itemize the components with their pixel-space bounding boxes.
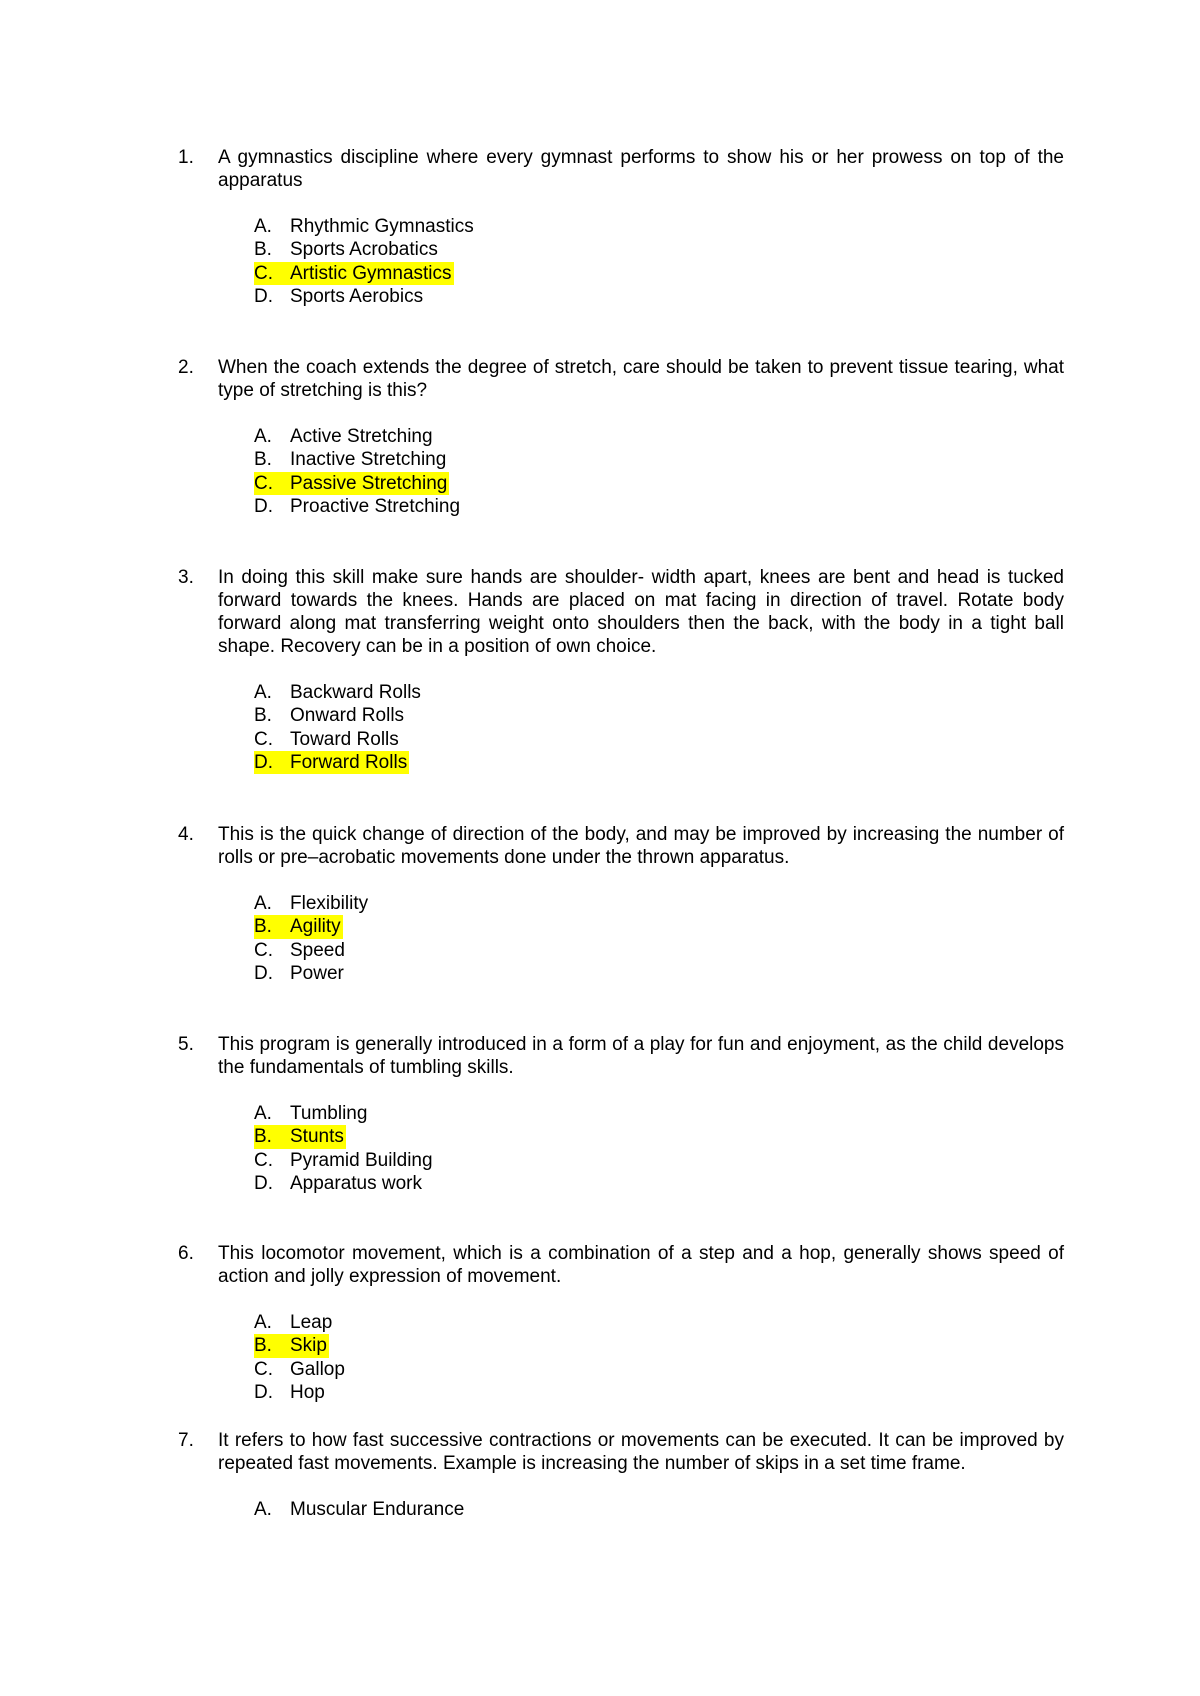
option-letter: C.	[254, 939, 273, 961]
option-text: Sports Acrobatics	[290, 239, 438, 261]
option-text: Sports Aerobics	[290, 285, 424, 307]
option-letter: D.	[254, 1381, 273, 1403]
option-d	[254, 285, 1064, 308]
option-a	[254, 1498, 1064, 1521]
option-a	[254, 892, 1064, 915]
option-letter: B.	[254, 1126, 272, 1148]
option-text: Toward Rolls	[290, 728, 399, 750]
option-a	[254, 1102, 1064, 1125]
question-number: 7.	[178, 1430, 194, 1451]
option-b	[254, 915, 1064, 938]
option-d	[254, 751, 1064, 774]
option-letter: B.	[254, 239, 272, 261]
option-letter: C.	[254, 1149, 273, 1171]
option-c	[254, 1358, 1064, 1381]
option-letter: C.	[254, 1358, 273, 1380]
question-text: A gymnastics discipline where every gymnast performs to show his or her prowess on top of the apparatus	[218, 147, 1064, 191]
question-text: When the coach extends the degree of stretch, care should be taken to prevent tissue tearing, what type of stretching is this?	[218, 357, 1064, 401]
question-number: 5.	[178, 1034, 194, 1055]
option-a	[254, 425, 1064, 448]
question-number: 4.	[178, 824, 194, 845]
option-letter: B.	[254, 449, 272, 471]
option-c	[254, 262, 1064, 285]
option-text: Onward Rolls	[290, 705, 405, 727]
option-text: Stunts	[290, 1126, 344, 1148]
question-6	[178, 1242, 1064, 1404]
option-text: Active Stretching	[290, 426, 433, 447]
option-c	[254, 728, 1064, 751]
question-4	[178, 823, 1064, 985]
option-letter: A.	[254, 682, 272, 703]
option-d	[254, 1381, 1064, 1404]
option-letter: A.	[254, 1499, 272, 1520]
option-b	[254, 448, 1064, 471]
question-7	[178, 1429, 1064, 1521]
question-text: It refers to how fast successive contractions or movements can be executed. It can be improved by repeated fast movements. Example is increasing the number of skips in a set time frame.	[218, 1430, 1064, 1474]
question-5	[178, 1033, 1064, 1195]
option-b	[254, 1125, 1064, 1148]
answer-options	[178, 1311, 1064, 1404]
option-text: Tumbling	[290, 1103, 368, 1124]
option-c	[254, 939, 1064, 962]
option-text: Backward Rolls	[290, 682, 421, 703]
option-letter: D.	[254, 1172, 273, 1194]
question-text: In doing this skill make sure hands are shoulder- width apart, knees are bent and head is tucked forward towards the knees. Hands are placed on mat facing in direction of travel. Rotate body forward along mat transferring weight onto shoulders then the back, with the body in a tight ball shape. Recovery can be in a position of own choice.	[218, 567, 1064, 657]
answer-options	[178, 892, 1064, 985]
option-letter: B.	[254, 705, 272, 727]
question-1	[178, 146, 1064, 308]
answer-options	[178, 425, 1064, 518]
option-text: Hop	[290, 1381, 325, 1403]
option-text: Apparatus work	[290, 1172, 423, 1194]
option-text: Inactive Stretching	[290, 449, 447, 471]
option-letter: D.	[254, 962, 273, 984]
option-text: Gallop	[290, 1358, 345, 1380]
option-b	[254, 1334, 1064, 1357]
option-text: Leap	[290, 1312, 333, 1333]
option-text: Skip	[290, 1335, 327, 1357]
option-a	[254, 681, 1064, 704]
option-text: Forward Rolls	[290, 751, 408, 773]
option-text: Power	[290, 962, 344, 984]
option-letter: A.	[254, 216, 272, 237]
option-c	[254, 472, 1064, 495]
option-letter: A.	[254, 426, 272, 447]
question-text: This program is generally introduced in a form of a play for fun and enjoyment, as the child develops the fundamentals of tumbling skills.	[218, 1034, 1064, 1078]
option-letter: C.	[254, 728, 273, 750]
option-letter: D.	[254, 495, 273, 517]
option-c	[254, 1149, 1064, 1172]
option-a	[254, 1311, 1064, 1334]
question-number: 3.	[178, 567, 194, 588]
option-text: Rhythmic Gymnastics	[290, 216, 474, 237]
answer-options	[178, 1498, 1064, 1521]
option-letter: A.	[254, 893, 272, 914]
option-letter: C.	[254, 472, 273, 494]
option-letter: D.	[254, 751, 273, 773]
option-letter: C.	[254, 262, 273, 284]
option-text: Flexibility	[290, 893, 369, 914]
question-3	[178, 566, 1064, 774]
answer-options	[178, 681, 1064, 774]
option-d	[254, 962, 1064, 985]
option-letter: A.	[254, 1312, 272, 1333]
option-text: Artistic Gymnastics	[290, 262, 452, 284]
option-d	[254, 495, 1064, 518]
question-text: This locomotor movement, which is a combination of a step and a hop, generally shows speed of action and jolly expression of movement.	[218, 1243, 1064, 1287]
option-letter: D.	[254, 285, 273, 307]
option-text: Passive Stretching	[290, 472, 448, 494]
answer-options	[178, 1102, 1064, 1195]
option-letter: B.	[254, 916, 272, 938]
option-text: Proactive Stretching	[290, 495, 461, 517]
question-number: 1.	[178, 147, 194, 168]
option-text: Muscular Endurance	[290, 1499, 465, 1520]
answer-options	[178, 215, 1064, 308]
option-b	[254, 704, 1064, 727]
question-number: 6.	[178, 1243, 194, 1264]
option-a	[254, 215, 1064, 238]
question-number: 2.	[178, 357, 194, 378]
option-text: Pyramid Building	[290, 1149, 433, 1171]
option-text: Agility	[290, 916, 341, 938]
option-letter: B.	[254, 1335, 272, 1357]
option-letter: A.	[254, 1103, 272, 1124]
question-text: This is the quick change of direction of the body, and may be improved by increasing the number of rolls or pre–acrobatic movements done under the thrown apparatus.	[218, 824, 1064, 868]
option-b	[254, 238, 1064, 261]
option-d	[254, 1172, 1064, 1195]
question-2	[178, 356, 1064, 518]
option-text: Speed	[290, 939, 345, 961]
